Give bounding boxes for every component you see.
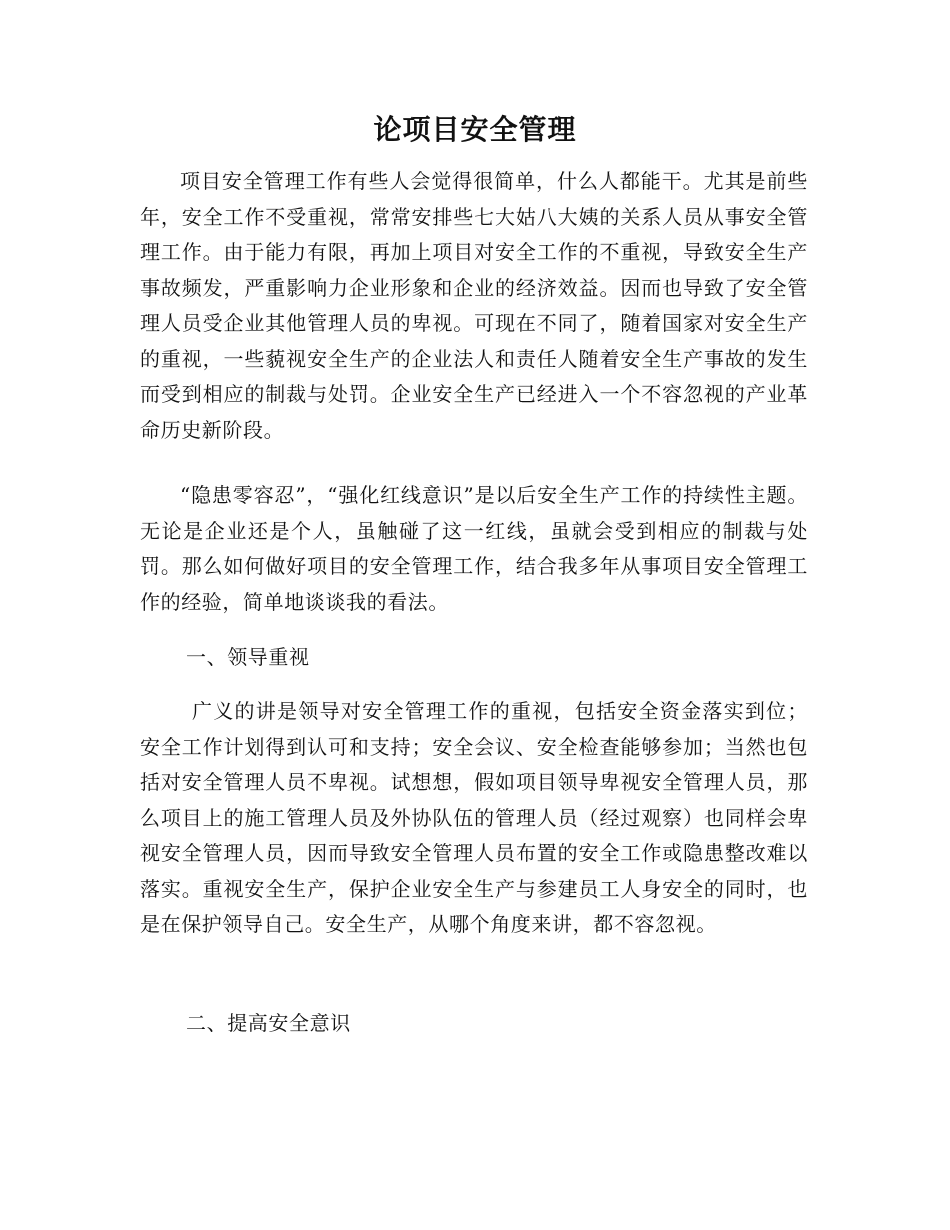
section-heading-awareness: 二、提高安全意识 xyxy=(186,1011,351,1035)
document-title: 论项目安全管理 xyxy=(373,113,577,146)
section-heading-leadership: 一、领导重视 xyxy=(186,645,310,669)
leadership-paragraph: 广义的讲是领导对安全管理工作的重视，包括安全资金落实到位；安全工作计划得到认可和支持；安全会议、安全检查能够参加；当然也包括对安全管理人员不卑视。试想想，假如项目领导卑视安全管理人员，那么项目上的施工管理人员及外协队伍的管理人员（经过观察）也同样会卑视安全管理人员，因而导致安全管理人员布置的安全工作或隐患整改难以落实。重视安全生产，保护企业安全生产与参建员工人身安全的同时，也是在保护领导自己。安全生产，从哪个角度来讲，都不容忽视。 xyxy=(140,699,808,936)
intro-paragraph: 项目安全管理工作有些人会觉得很简单，什么人都能干。尤其是前些年，安全工作不受重视，常常安排些七大姑八大姨的关系人员从事安全管理工作。由于能力有限，再加上项目对安全工作的不重视，导致安全生产事故频发，严重影响力企业形象和企业的经济效益。因而也导致了安全管理人员受企业其他管理人员的卑视。可现在不同了，随着国家对安全生产的重视，一些藐视安全生产的企业法人和责任人随着安全生产事故的发生而受到相应的制裁与处罚。企业安全生产已经进入一个不容忽视的产业革命历史新阶段。 xyxy=(140,169,808,442)
theme-paragraph: “隐患零容忍”，“强化红线意识”是以后安全生产工作的持续性主题。无论是企业还是个人，虽触碰了这一红线，虽就会受到相应的制裁与处罚。那么如何做好项目的安全管理工作，结合我多年从事项目安全管理工作的经验，简单地谈谈我的看法。 xyxy=(140,483,808,614)
